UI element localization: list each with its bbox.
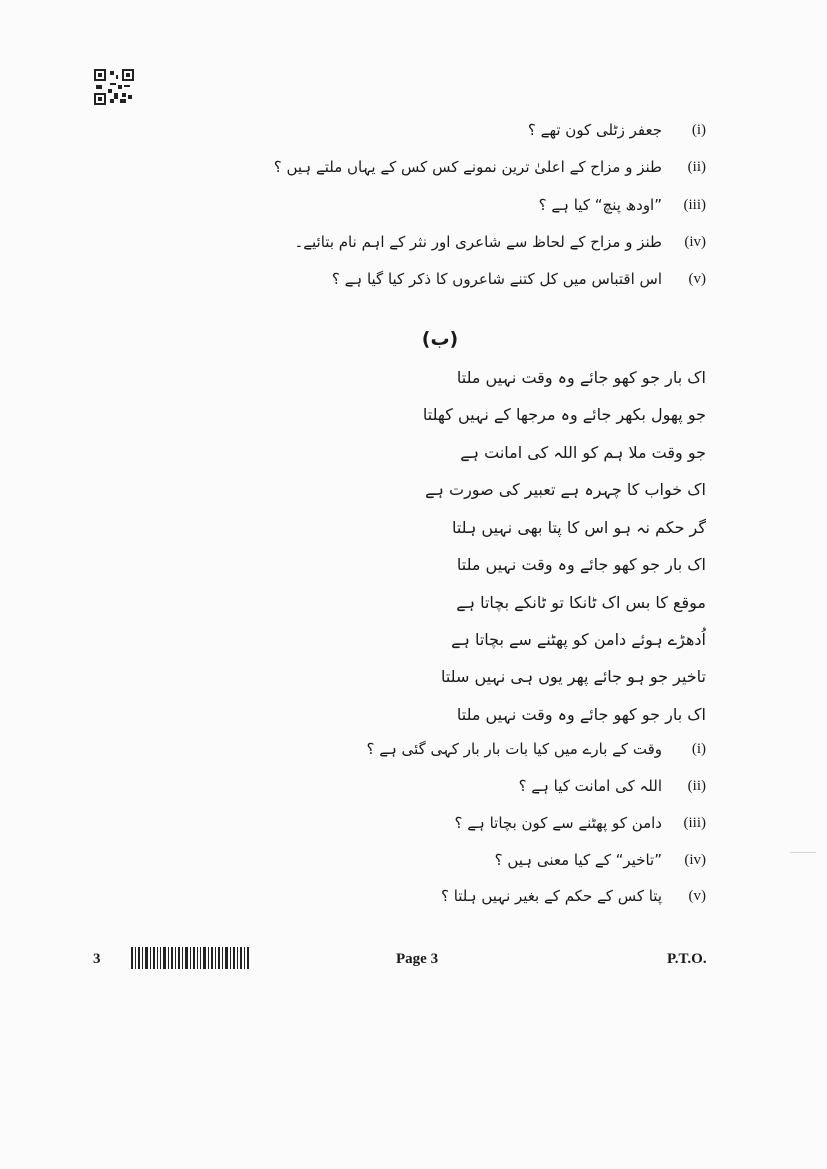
- footer-page-number: 3: [93, 951, 101, 967]
- poem-line: اک بار جو کھو جائے وہ وقت نہیں ملتا: [456, 705, 706, 724]
- question-number: (i): [691, 121, 706, 138]
- question-text: طنز و مزاح کے اعلیٰ ترین نمونے کس کس کے یہاں ملتے ہیں ؟: [273, 158, 662, 176]
- question-text: وقت کے بارے میں کیا بات بار بار کہی گئی ہے ؟: [366, 740, 662, 758]
- section-b-heading: (ب): [421, 328, 459, 350]
- question-text: جعفر زٹلی کون تھے ؟: [527, 121, 662, 139]
- question-a-1: [528, 121, 706, 139]
- question-number: (iii): [683, 196, 706, 213]
- scan-artifact: [790, 852, 816, 853]
- question-text: طنز و مزاح کے لحاظ سے شاعری اور نثر کے اہم نام بتائیے۔: [294, 233, 662, 251]
- question-text: اللہ کی امانت کیا ہے ؟: [518, 777, 662, 795]
- question-a-2: [274, 158, 706, 176]
- poem-line: جو وقت ملا ہم کو اللہ کی امانت ہے: [460, 443, 706, 462]
- question-b-2: [519, 777, 706, 795]
- question-number: (ii): [687, 158, 706, 175]
- question-number: (ii): [687, 777, 706, 794]
- barcode-icon: [131, 947, 249, 969]
- question-b-3: [455, 814, 706, 832]
- question-text: پتا کس کے حکم کے بغیر نہیں ہلتا ؟: [440, 887, 662, 905]
- question-b-5: [441, 887, 706, 905]
- question-a-3: [539, 196, 706, 214]
- poem-line: گر حکم نہ ہو اس کا پتا بھی نہیں ہلتا: [451, 518, 706, 537]
- poem-line: موقع کا بس اک ٹانکا تو ٹانکے بچاتا ہے: [456, 593, 706, 612]
- question-number: (i): [691, 740, 706, 757]
- question-number: (iv): [684, 851, 706, 868]
- question-a-5: [332, 270, 706, 288]
- poem-line: اُدھڑے ہوئے دامن کو پھٹنے سے بچاتا ہے: [451, 630, 706, 649]
- question-a-4: [294, 233, 706, 251]
- question-b-4: [495, 851, 706, 869]
- question-b-1: [366, 740, 706, 758]
- poem-line: جو پھول بکھر جائے وہ مرجھا کے نہیں کھلتا: [422, 405, 706, 424]
- footer-pto: P.T.O.: [667, 951, 707, 967]
- poem-line: اک بار جو کھو جائے وہ وقت نہیں ملتا: [456, 368, 706, 387]
- poem-line: اک بار جو کھو جائے وہ وقت نہیں ملتا: [456, 555, 706, 574]
- poem-line: تاخیر جو ہو جائے پھر یوں ہی نہیں سلتا: [440, 667, 706, 686]
- question-text: ”اودھ پنچ“ کیا ہے ؟: [538, 196, 662, 214]
- question-text: دامن کو پھٹنے سے کون بچاتا ہے ؟: [454, 814, 662, 832]
- question-text: ”تاخیر“ کے کیا معنی ہیں ؟: [494, 851, 662, 869]
- poem-line: اک خواب کا چہرہ ہے تعبیر کی صورت ہے: [425, 480, 706, 499]
- question-number: (iii): [683, 814, 706, 831]
- footer-page-label: Page 3: [396, 951, 439, 967]
- question-number: (iv): [684, 233, 706, 250]
- question-text: اس اقتباس میں کل کتنے شاعروں کا ذکر کیا گیا ہے ؟: [331, 270, 662, 288]
- question-number: (v): [688, 270, 706, 287]
- question-number: (v): [688, 887, 706, 904]
- qr-code-icon: [94, 69, 134, 105]
